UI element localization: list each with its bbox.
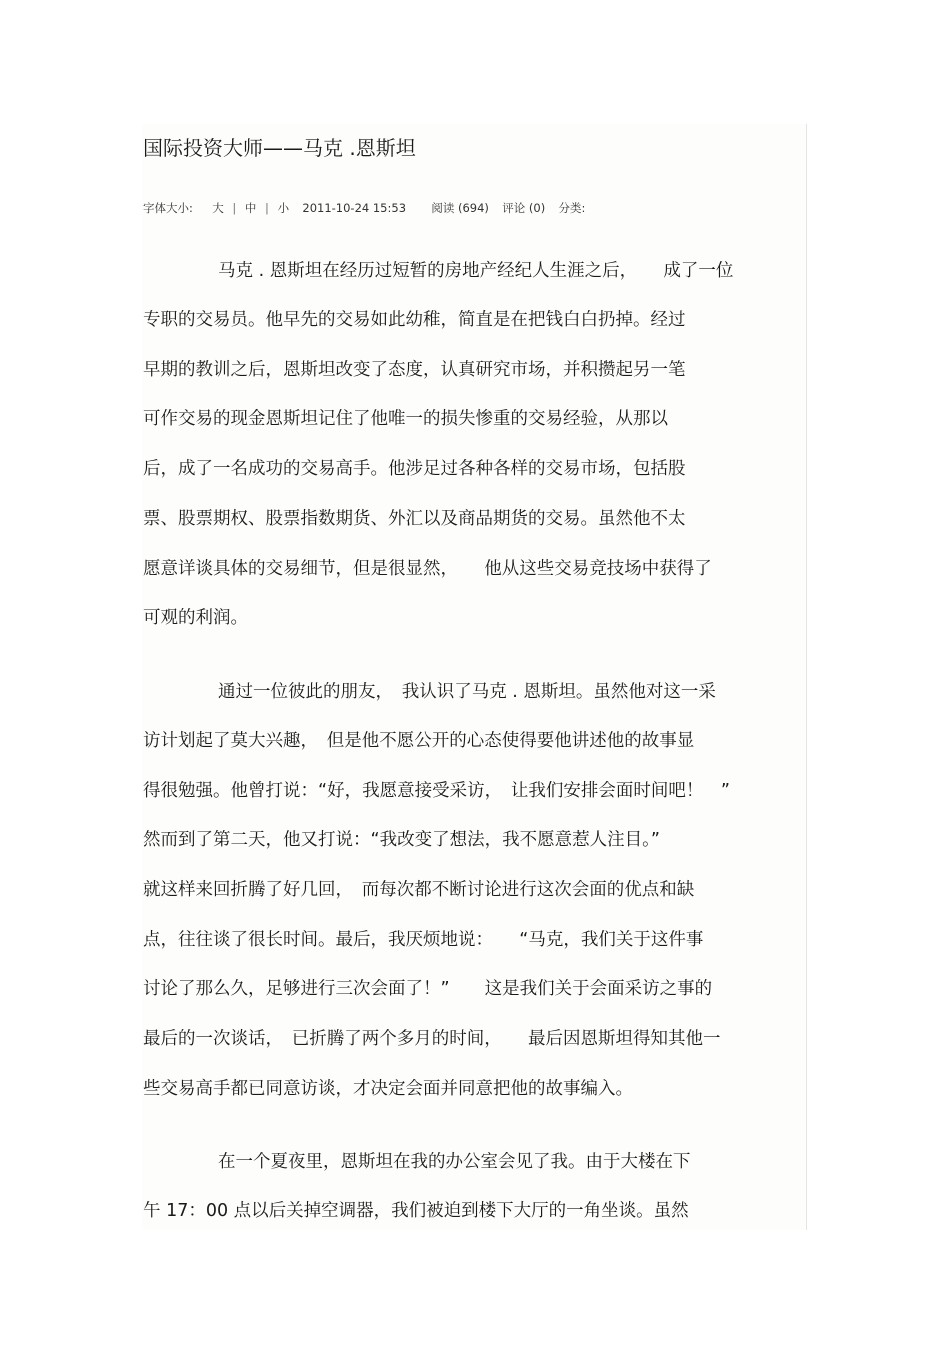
body-line: 得很勉强。他曾打说：“好，我愿意接受采访， 让我们安排会面时间吧！ ” <box>143 781 730 801</box>
body-line: 最后的一次谈话， 已折腾了两个多月的时间， 最后因恩斯坦得知其他一 <box>143 1029 721 1049</box>
font-size-small-link[interactable]: 小 <box>277 201 290 215</box>
body-line: 后，成了一名成功的交易高手。他涉足过各种各样的交易市场，包括股 <box>143 459 686 479</box>
body-line: 在一个夏夜里，恩斯坦在我的办公室会见了我。由于大楼在下 <box>218 1152 691 1172</box>
body-line: 愿意详谈具体的交易细节，但是很显然， 他从这些交易竞技场中获得了 <box>143 559 712 579</box>
body-line: 马克 . 恩斯坦在经历过短暂的房地产经纪人生涯之后， 成了一位 <box>218 261 734 281</box>
body-line: 专职的交易员。他早先的交易如此幼稚，简直是在把钱白白扔掉。经过 <box>143 310 686 330</box>
font-size-label: 字体大小: <box>143 201 193 215</box>
body-line: 点，往往谈了很长时间。最后，我厌烦地说： “马克，我们关于这件事 <box>143 930 704 950</box>
body-line: 些交易高手都已同意访谈，才决定会面并同意把他的故事编入。 <box>143 1079 633 1099</box>
category-label: 分类: <box>558 201 586 215</box>
body-line: 票、股票期权、股票指数期货、外汇以及商品期货的交易。虽然他不太 <box>143 509 686 529</box>
body-line: 通过一位彼此的朋友， 我认识了马克 . 恩斯坦。虽然他对这一采 <box>218 682 716 702</box>
body-line: 午 17：00 点以后关掉空调器，我们被迫到楼下大厅的一角坐谈。虽然 <box>143 1201 689 1221</box>
body-line: 就这样来回折腾了好几回， 而每次都不断讨论进行这次会面的优点和缺 <box>143 880 695 900</box>
post-datetime: 2011-10-24 15:53 <box>302 201 407 215</box>
article-title: 国际投资大师——马克 .恩斯坦 <box>143 136 416 160</box>
comment-count[interactable]: 评论 (0) <box>502 201 546 215</box>
body-line: 讨论了那么久，足够进行三次会面了！” 这是我们关于会面采访之事的 <box>143 979 713 999</box>
article-panel <box>142 124 807 1230</box>
read-count[interactable]: 阅读 (694) <box>431 201 489 215</box>
body-line: 可观的利润。 <box>143 608 248 628</box>
font-size-large-link[interactable]: 大 <box>212 201 224 215</box>
body-line: 可作交易的现金恩斯坦记住了他唯一的损失惨重的交易经验，从那以 <box>143 409 668 429</box>
font-size-medium-link[interactable]: 中 <box>244 201 257 215</box>
separator: | <box>265 201 269 215</box>
body-line: 早期的教训之后，恩斯坦改变了态度，认真研究市场，并积攒起另一笔 <box>143 360 686 380</box>
body-line: 访计划起了莫大兴趣， 但是他不愿公开的心态使得要他讲述他的故事显 <box>143 731 695 751</box>
body-line: 然而到了第二天，他又打说：“我改变了想法，我不愿意惹人注目。” <box>143 830 660 850</box>
separator: | <box>232 201 237 215</box>
article-meta <box>143 200 585 216</box>
